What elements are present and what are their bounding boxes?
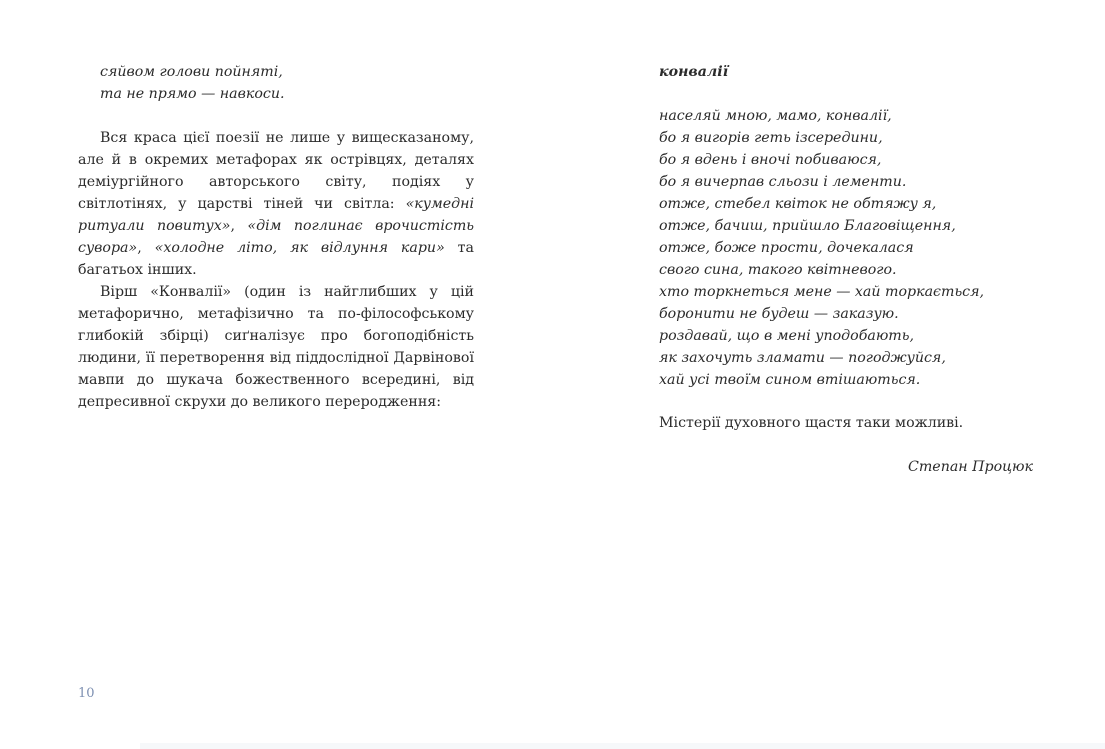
separator: ,	[137, 240, 155, 256]
quote: «кумедні ритуали повитух»	[78, 196, 474, 234]
right-page	[552, 0, 1105, 749]
poem-line: роздавай, що в мені уподобають,	[659, 328, 914, 344]
poem-line: хай усі твоїм сином втішаються.	[659, 372, 921, 388]
left-page	[0, 0, 552, 749]
poem-line: бо я вичерпав сльози і лементи.	[659, 174, 907, 190]
page-edge-shadow	[140, 743, 1105, 749]
paragraph-2: Вірш «Конвалії» (один із найглибших у цій метафорично, метафізично та по-філософському глибокій збірці) сиґналізує про богоподібність людини, її перетворення від піддослідної Дарвінової мавпи до шукача божественного всередині, від депресивної скрухи до великого переродження:	[78, 284, 474, 410]
poem-line: боронити не будеш — заказую.	[659, 306, 899, 322]
poem-title: конвалії	[659, 64, 729, 80]
paragraph-text: та багатьох інших.	[78, 240, 474, 278]
paragraph-1	[78, 127, 474, 281]
poem-line: отже, стебел квіток не обтяжу я,	[659, 196, 937, 212]
poem-line: населяй мною, мамо, конвалії,	[659, 108, 892, 124]
commentary-text	[78, 127, 474, 413]
page-number: 10	[78, 686, 95, 701]
poem-line: як захочуть зламати — погоджуйся,	[659, 350, 946, 366]
verse-line: сяйвом голови пойняті,	[100, 64, 283, 80]
closing-sentence: Містерії духовного щастя таки можливі.	[659, 415, 964, 431]
verse-line: та не прямо — навкоси.	[100, 86, 285, 102]
poem-line: бо я вигорів геть ізсередини,	[659, 130, 883, 146]
author-signature: Степан Процюк	[907, 459, 1033, 475]
quote: «холодне літо, як відлуння кари»	[154, 240, 445, 256]
separator: ,	[230, 218, 248, 234]
quote: «дім поглинає врочистість сувора»	[78, 218, 474, 256]
poem-line: хто торкнеться мене — хай торкається,	[659, 284, 985, 300]
poem-line: отже, боже прости, дочекалася	[659, 240, 914, 256]
poem-body	[659, 105, 1039, 391]
paragraph-text: Вся краса цієї поезії не лише у вищесказаному, але й в окремих метафорах як острівцях, деталях деміургійного авторського світу, подіях у світлотінях, у царстві тіней чи світла:	[78, 130, 474, 212]
poem-line: бо я вдень і вночі побиваюся,	[659, 152, 882, 168]
poem-line: свого сина, такого квітневого.	[659, 262, 897, 278]
poem-line: отже, бачиш, прийшло Благовіщення,	[659, 218, 956, 234]
verse-excerpt	[78, 61, 496, 105]
